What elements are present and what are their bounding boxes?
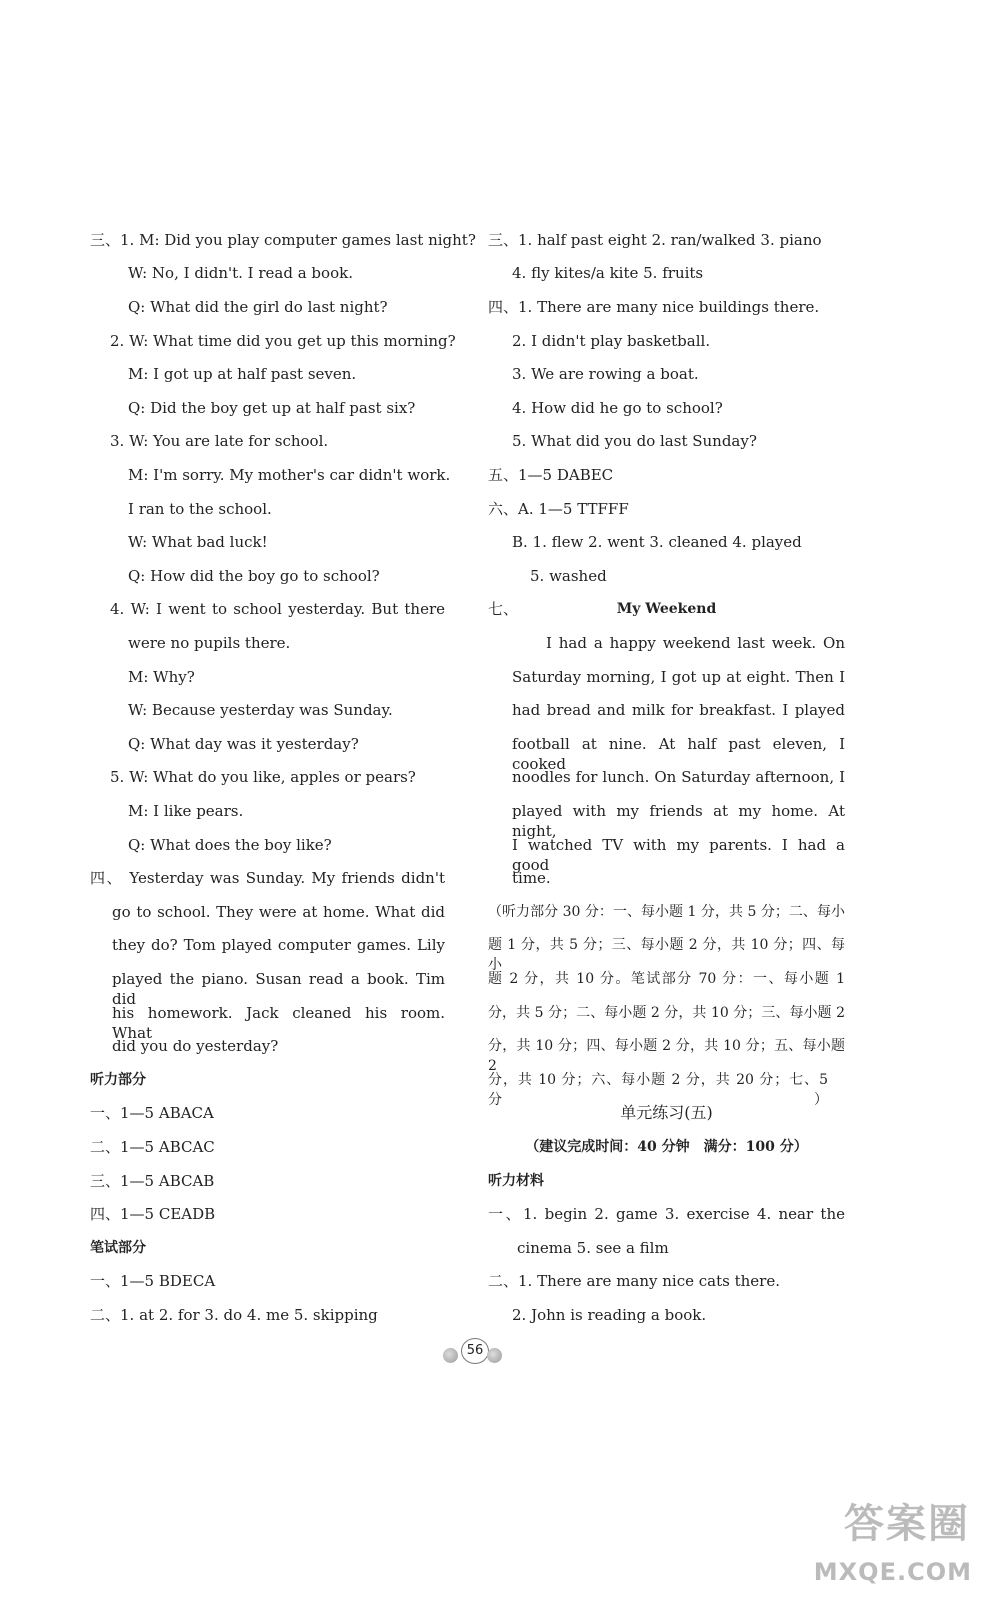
section-heading: 笔试部分 [90,1240,146,1256]
text-line: B. 1. flew 2. went 3. cleaned 4. played [512,533,802,551]
text-line: （听力部分 30 分：一、每小题 1 分，共 5 分；二、每小 [488,904,845,920]
text-line: 三、1—5 ABCAB [90,1172,215,1190]
text-line: 分，共 10 分；四、每小题 2 分，共 10 分；五、每小题 2 [488,1038,845,1074]
text-line: 3. W: You are late for school. [110,432,329,450]
text-line: Q: What does the boy like? [128,836,332,854]
unit-subheading: （建议完成时间：40 分钟 满分：100 分） [525,1139,808,1155]
text-line: M: Why? [128,668,195,686]
text-line: played with my friends at my home. At night, [512,802,845,840]
text-line: time. [512,869,551,887]
text-line: 六、A. 1—5 TTFFF [488,500,629,518]
text-line: 5. washed [530,567,607,585]
text-line: W: Because yesterday was Sunday. [128,701,393,719]
text-line: did you do yesterday? [112,1037,279,1055]
text-line: 二、1. There are many nice cats there. [488,1272,780,1290]
text-line: I had a happy weekend last week. On [546,634,845,652]
text-line: Q: Did the boy get up at half past six? [128,399,416,417]
text-line: 分，共 5 分；二、每小题 2 分，共 10 分；三、每小题 2 [488,1005,845,1021]
text-line: 四、 Yesterday was Sunday. My friends didn't [90,869,445,887]
text-line: 四、1. There are many nice buildings there. [488,298,820,316]
decor-dot-icon [443,1348,458,1363]
text-line: cinema 5. see a film [517,1239,669,1257]
text-line: 5. W: What do you like, apples or pears? [110,768,416,786]
text-line: 2. W: What time did you get up this morning? [110,332,456,350]
watermark-url: MXQE.COM [813,1558,972,1586]
text-line: 分，共 10 分；六、每小题 2 分，共 20 分；七、5 分） [488,1072,828,1108]
text-line: Q: What did the girl do last night? [128,298,388,316]
watermark [778,1492,978,1592]
text-line: 4. W: I went to school yesterday. But there [110,600,445,618]
text-line: I watched TV with my parents. I had a good [512,836,845,874]
text-line: 2. I didn't play basketball. [512,332,711,350]
text-line: 2. John is reading a book. [512,1306,707,1324]
text-line: his homework. Jack cleaned his room. What [112,1004,445,1042]
text-line: I ran to the school. [128,500,272,518]
text-line: go to school. They were at home. What did [112,903,445,921]
text-line: they do? Tom played computer games. Lily [112,936,445,954]
text-line: 一、1. begin 2. game 3. exercise 4. near the [488,1205,845,1223]
text-line: 4. How did he go to school? [512,399,723,417]
section-number: 七、 [488,600,519,618]
text-line: 二、1. at 2. for 3. do 4. me 5. skipping [90,1306,378,1324]
text-line: 三、1. half past eight 2. ran/walked 3. piano [488,231,822,249]
text-line: 3. We are rowing a boat. [512,365,699,383]
text-line: M: I like pears. [128,802,244,820]
essay-title: My Weekend [616,601,717,617]
text-line: Q: How did the boy go to school? [128,567,380,585]
text-line: Saturday morning, I got up at eight. Then I [512,668,845,686]
text-line: were no pupils there. [128,634,291,652]
page-number: 56 [461,1338,489,1364]
text-line: 题 2 分，共 10 分。笔试部分 70 分：一、每小题 1 [488,971,845,987]
text-line: 一、1—5 BDECA [90,1272,216,1290]
text-line: 三、1. M: Did you play computer games last night? [90,231,476,249]
text-line: football at nine. At half past eleven, I cooked [512,735,845,773]
text-line: M: I'm sorry. My mother's car didn't work. [128,466,451,484]
text-line: had bread and milk for breakfast. I played [512,701,845,719]
text-line: 4. fly kites/a kite 5. fruits [512,264,704,282]
watermark-logo: 答案圈 [844,1501,970,1547]
section-heading: 听力材料 [488,1173,544,1189]
text-line: 二、1—5 ABCAC [90,1138,215,1156]
text-line: W: No, I didn't. I read a book. [128,264,353,282]
decor-dot-icon [487,1348,502,1363]
page-number-badge [443,1338,503,1366]
text-line: W: What bad luck! [128,533,268,551]
unit-heading: 单元练习(五) [620,1103,713,1122]
text-line: 一、1—5 ABACA [90,1104,214,1122]
text-line: 5. What did you do last Sunday? [512,432,757,450]
text-line: 五、1—5 DABEC [488,466,614,484]
text-line: played the piano. Susan read a book. Tim did [112,970,445,1008]
text-line: Q: What day was it yesterday? [128,735,359,753]
section-heading: 听力部分 [90,1072,146,1088]
text-line: 题 1 分，共 5 分；三、每小题 2 分，共 10 分；四、每小 [488,937,845,973]
text-line: 四、1—5 CEADB [90,1205,216,1223]
text-line: noodles for lunch. On Saturday afternoon, I [512,768,845,786]
text-line: M: I got up at half past seven. [128,365,357,383]
